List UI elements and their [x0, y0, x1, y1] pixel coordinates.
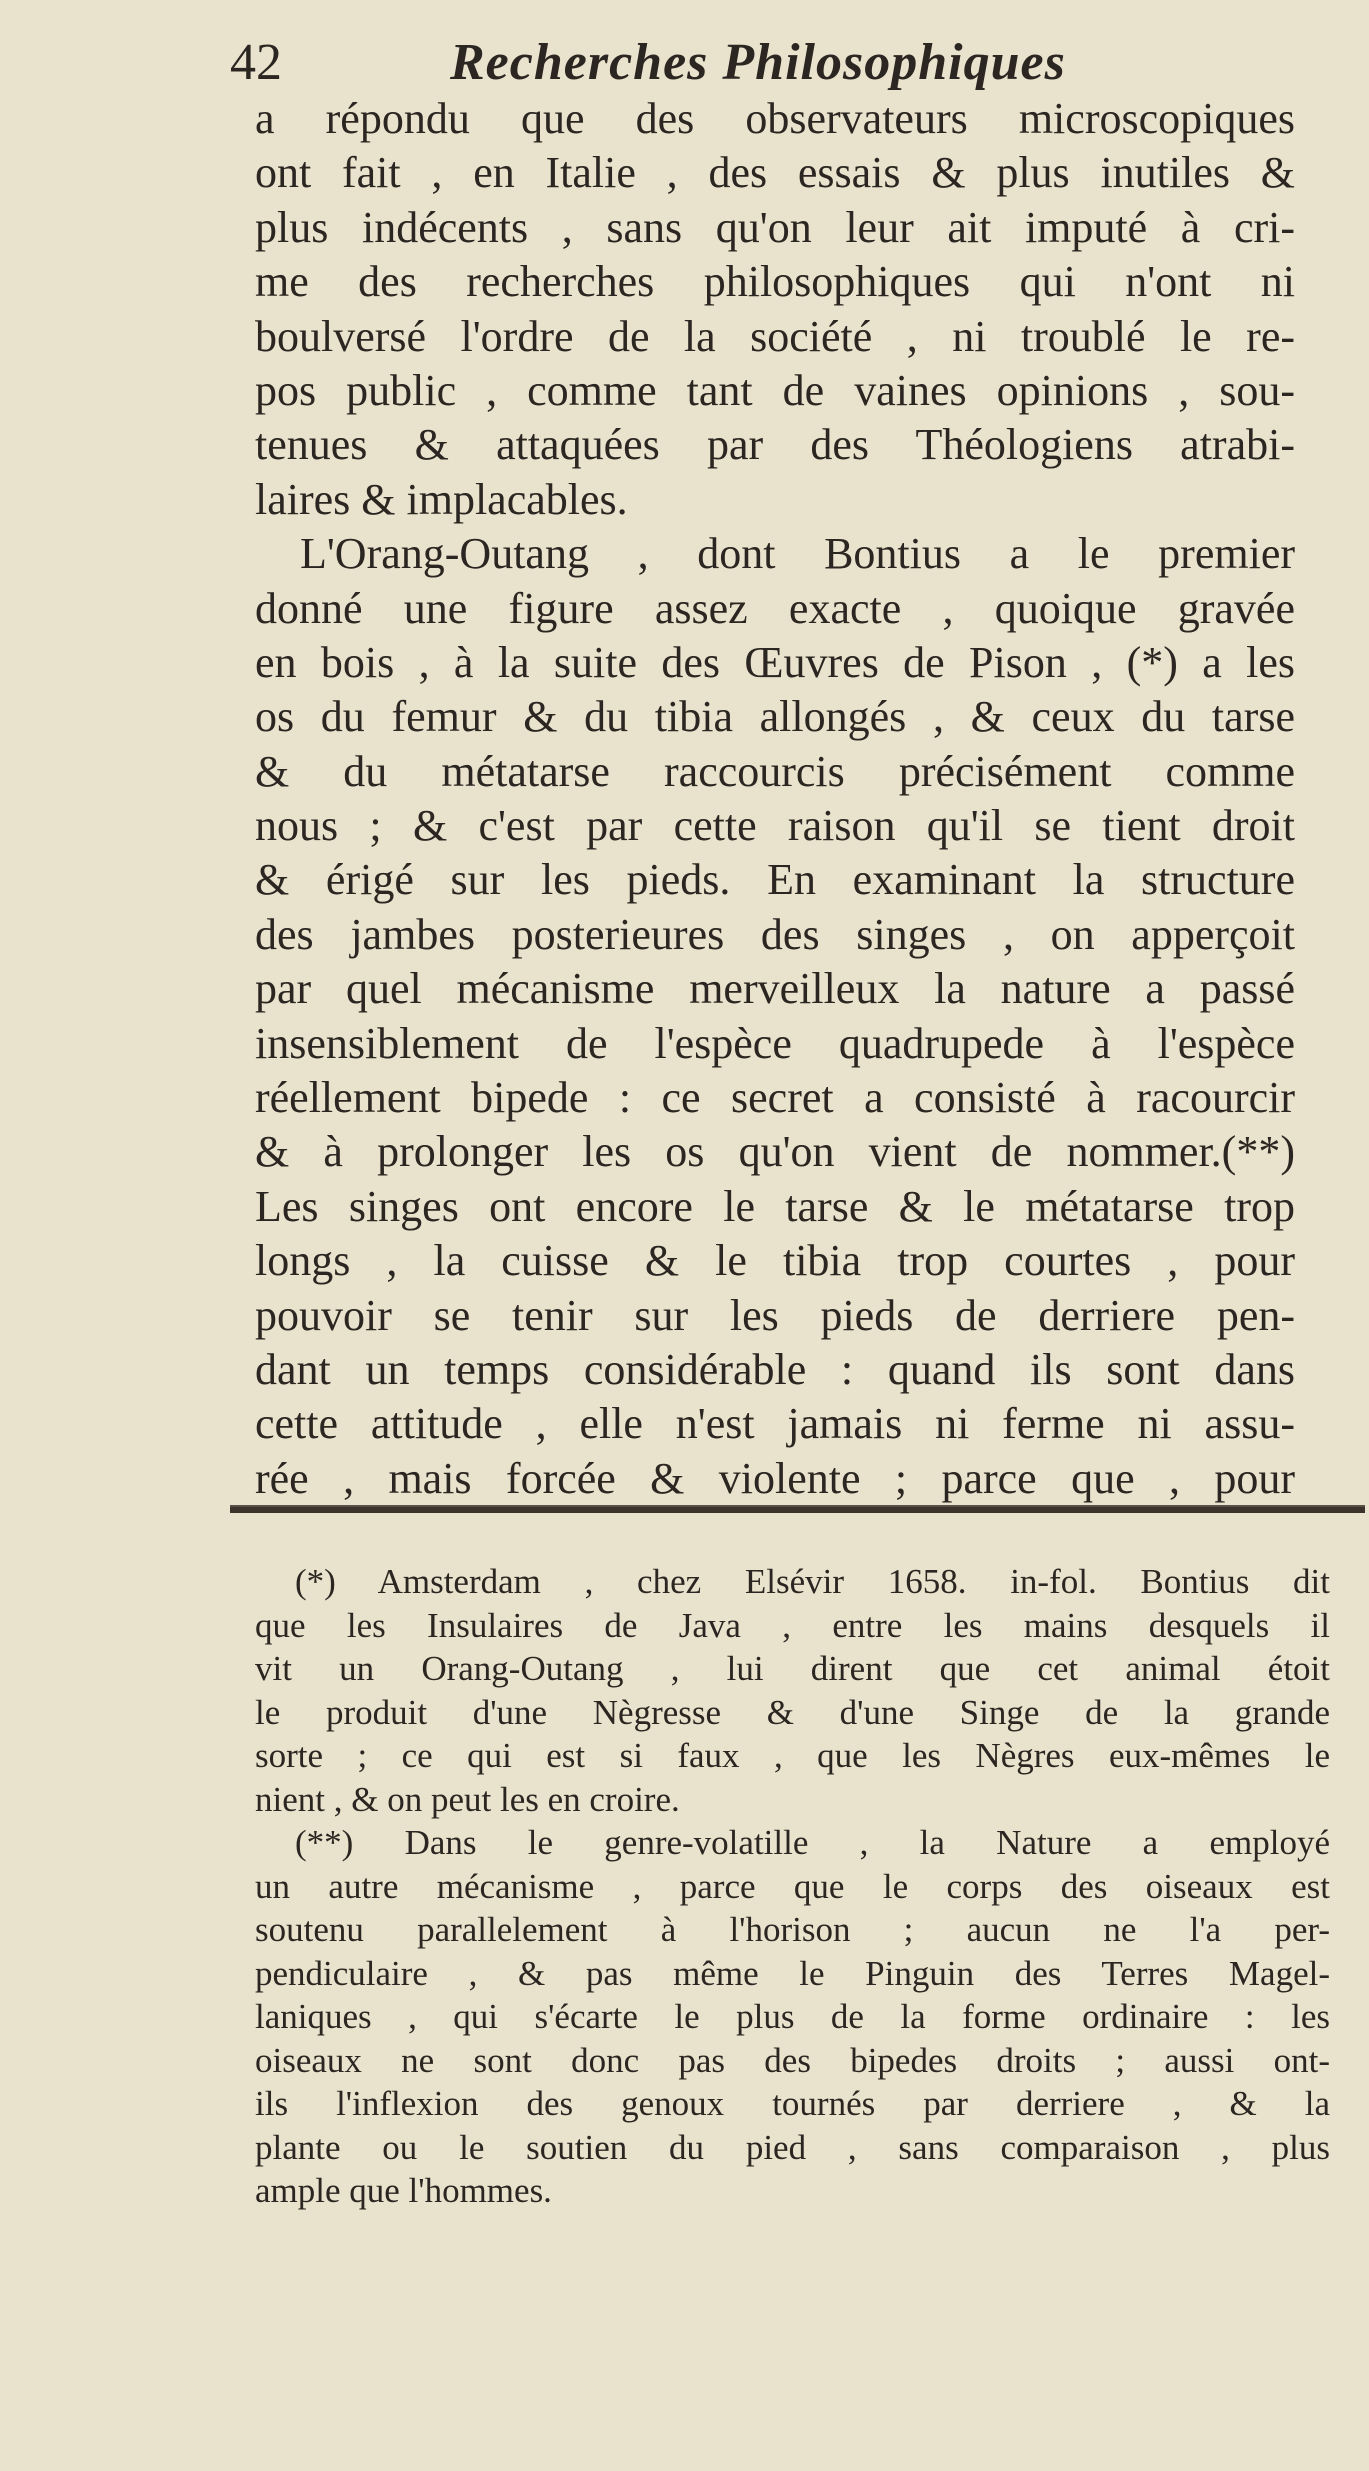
text-line: Les singes ont encore le tarse & le métatarse trop — [255, 1181, 1295, 1231]
text-line: des jambes posterieures des singes , on apperçoit — [255, 909, 1295, 959]
text-line: par quel mécanisme merveilleux la nature a passé — [255, 964, 1295, 1014]
text-line: rée , mais forcée & violente ; parce que , pour — [255, 1453, 1295, 1503]
text-line: tenues & attaquées par des Théologiens atrabi- — [255, 420, 1295, 470]
text-line: réellement bipede : ce secret a consisté à racourcir — [255, 1073, 1295, 1123]
footnote-line: pendiculaire , & pas même le Pinguin des Terres Magel- — [255, 1953, 1330, 1993]
footnote-line: sorte ; ce qui est si faux , que les Nègres eux-mêmes le — [255, 1736, 1330, 1775]
footnote-line: laniques , qui s'écarte le plus de la forme ordinaire : les — [255, 1997, 1330, 2036]
footnote-line: (*) Amsterdam , chez Elsévir 1658. in-fol. Bontius dit — [295, 1562, 1330, 1601]
text-line: pos public , comme tant de vaines opinions , sou- — [255, 365, 1295, 415]
footnote-divider — [230, 1505, 1365, 1513]
text-line: a répondu que des observateurs microscopiques — [255, 94, 1295, 143]
page-header — [230, 28, 1230, 98]
text-line: & du métatarse raccourcis précisément comme — [255, 746, 1295, 796]
text-line: donné une figure assez exacte , quoique gravée — [255, 583, 1295, 633]
text-line: plus indécents , sans qu'on leur ait imputé à cri- — [255, 202, 1295, 252]
footnote-line: soutenu parallelement à l'horison ; aucun ne l'a per- — [255, 1910, 1330, 1949]
text-line: en bois , à la suite des Œuvres de Pison , (*) a les — [255, 637, 1295, 687]
text-line: me des recherches philosophiques qui n'ont ni — [255, 257, 1295, 307]
footnotes — [255, 1560, 1330, 2213]
text-line: insensiblement de l'espèce quadrupede à l'espèce — [255, 1018, 1295, 1068]
running-title: Recherches Philosophiques — [450, 34, 1066, 91]
main-text — [255, 92, 1295, 1506]
text-line: ont fait , en Italie , des essais & plus inutiles & — [255, 148, 1295, 198]
text-line: dant un temps considérable : quand ils sont dans — [255, 1344, 1295, 1394]
text-line: laires & implacables. — [255, 474, 628, 524]
text-line: cette attitude , elle n'est jamais ni ferme ni assu- — [255, 1399, 1295, 1449]
text-line: nous ; & c'est par cette raison qu'il se tient droit — [255, 801, 1295, 851]
footnote-line: ample que l'hommes. — [255, 2171, 552, 2210]
text-line: & à prolonger les os qu'on vient de nommer.(**) — [255, 1127, 1295, 1177]
footnote-line: nient , & on peut les en croire. — [255, 1779, 680, 1819]
text-line: longs , la cuisse & le tibia trop courtes , pour — [255, 1236, 1295, 1286]
footnote-line: (**) Dans le genre-volatille , la Nature a employé — [295, 1823, 1330, 1862]
footnote-line: ils l'inflexion des genoux tournés par derriere , & la — [255, 2084, 1330, 2123]
footnote-line: le produit d'une Nègresse & d'une Singe de la grande — [255, 1692, 1330, 1732]
text-line: pouvoir se tenir sur les pieds de derriere pen- — [255, 1290, 1295, 1340]
text-line: boulversé l'ordre de la société , ni troublé le re- — [255, 311, 1295, 361]
text-line: os du femur & du tibia allongés , & ceux du tarse — [255, 692, 1295, 742]
footnote-line: oiseaux ne sont donc pas des bipedes droits ; aussi ont- — [255, 2040, 1330, 2080]
text-line: L'Orang-Outang , dont Bontius a le premier — [300, 529, 1295, 579]
footnote-line: que les Insulaires de Java , entre les mains desquels il — [255, 1605, 1330, 1645]
page-number: 42 — [230, 34, 282, 91]
footnote-line: vit un Orang-Outang , lui dirent que cet animal étoit — [255, 1649, 1330, 1688]
footnote-line: un autre mécanisme , parce que le corps des oiseaux est — [255, 1866, 1330, 1906]
text-line: & érigé sur les pieds. En examinant la structure — [255, 855, 1295, 905]
footnote-line: plante ou le soutien du pied , sans comparaison , plus — [255, 2127, 1330, 2167]
